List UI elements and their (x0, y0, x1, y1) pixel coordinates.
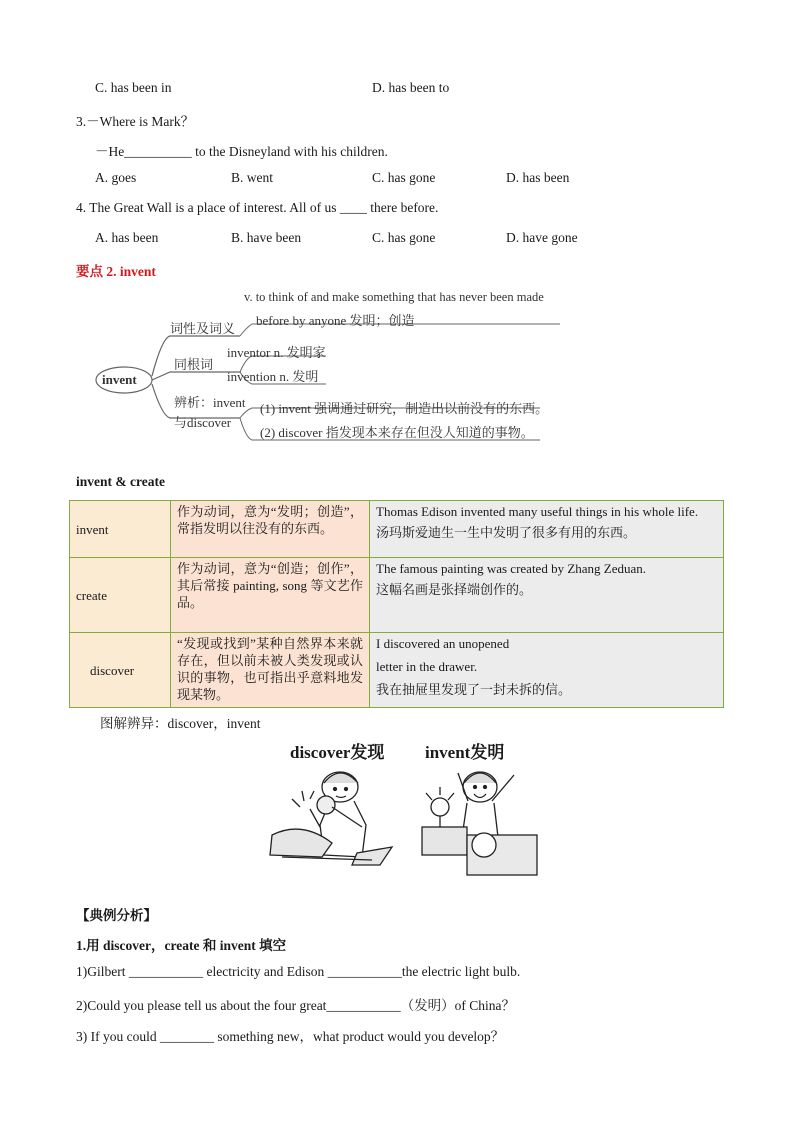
word-cell: discover (70, 633, 171, 708)
table-row (70, 558, 724, 633)
q3-question: 3.－Where is Mark？ (76, 114, 195, 129)
q4-option-c: C. has gone (372, 230, 436, 245)
mindmap-definition-1: v. to think of and make something that has never been made (244, 290, 544, 304)
example-item-2: 2)Could you please tell us about the four great___________（发明）of China？ (76, 998, 516, 1013)
mindmap-branch-related: 同根词 (174, 357, 214, 372)
mindmap-definition-2: before by anyone 发明；创造 (256, 313, 415, 328)
mindmap-branch-compare-b: 与discover (174, 415, 232, 430)
discover-figure-icon (270, 772, 392, 865)
table-row (70, 633, 724, 708)
meaning-cell: 作为动词，意为“发明；创造”，常指发明以往没有的东西。 (171, 501, 370, 558)
invent-figure-icon (422, 772, 537, 875)
q4-option-b: B. have been (231, 230, 302, 245)
invent-mindmap (90, 288, 570, 448)
mindmap-related-1: inventor n. 发明家 (227, 345, 326, 360)
example-zh: 汤玛斯爱迪生一生中发明了很多有用的东西。 (376, 525, 637, 540)
example-zh: 这幅名画是张择端创作的。 (376, 582, 533, 597)
example-cell (370, 558, 724, 633)
q2-option-c: C. has been in (95, 80, 172, 95)
q4-question: 4. The Great Wall is a place of interest. All of us ____ there before. (76, 200, 439, 215)
mindmap-related-2: invention n. 发明 (227, 369, 319, 384)
illustration-drawing (262, 765, 542, 880)
table-heading: invent & create (76, 474, 165, 489)
meaning-cell: 作为动词，意为“创造；创作”，其后常接 painting, song 等文艺作品。 (171, 558, 370, 633)
example-cell (370, 501, 724, 558)
mindmap-center: invent (102, 372, 137, 387)
example-en: I discovered an unopened (376, 636, 510, 651)
word-cell: invent (70, 501, 171, 558)
q3-answer-line: －He__________ to the Disneyland with his children. (95, 144, 388, 159)
mindmap-diff-1: (1) invent 强调通过研究，制造出以前没有的东西。 (260, 401, 549, 416)
q3-option-d: D. has been (506, 170, 570, 185)
word-cell: create (70, 558, 171, 633)
q3-option-c: C. has gone (372, 170, 436, 185)
comparison-table (69, 500, 724, 708)
meaning-cell: “发现或找到”某种自然界本来就存在，但以前未被人类发现或认识的事物，也可指出乎意料地发现某物。 (171, 633, 370, 708)
invent-title: invent发明 (425, 743, 505, 762)
table-row (70, 501, 724, 558)
example-en: letter in the drawer. (376, 659, 478, 674)
q2-option-d: D. has been to (372, 80, 450, 95)
q4-option-d: D. have gone (506, 230, 578, 245)
mindmap-diff-2: (2) discover 指发现本来存在但没人知道的事物。 (260, 425, 534, 440)
illustration-caption: 图解辨异：discover，invent (100, 716, 261, 731)
discover-title: discover发现 (290, 743, 385, 762)
q3-option-b: B. went (231, 170, 273, 185)
examples-task: 1.用 discover，create 和 invent 填空 (76, 938, 287, 953)
example-zh: 我在抽屉里发现了一封未拆的信。 (376, 682, 572, 697)
point-heading: 要点 2. invent (76, 264, 156, 279)
q3-option-a: A. goes (95, 170, 137, 185)
q4-option-a: A. has been (95, 230, 159, 245)
example-item-1: 1)Gilbert ___________ electricity and Edison ___________the electric light bulb. (76, 964, 521, 979)
example-en: The famous painting was created by Zhang Zeduan. (376, 561, 647, 576)
mindmap-branch-compare-a: 辨析：invent (174, 395, 246, 410)
mindmap-branch-meaning: 词性及词义 (170, 321, 236, 336)
example-en: Thomas Edison invented many useful things in his whole life. (376, 504, 699, 519)
example-cell (370, 633, 724, 708)
examples-heading: 【典例分析】 (76, 908, 157, 923)
example-item-3: 3) If you could ________ something new，what product would you develop？ (76, 1029, 505, 1044)
